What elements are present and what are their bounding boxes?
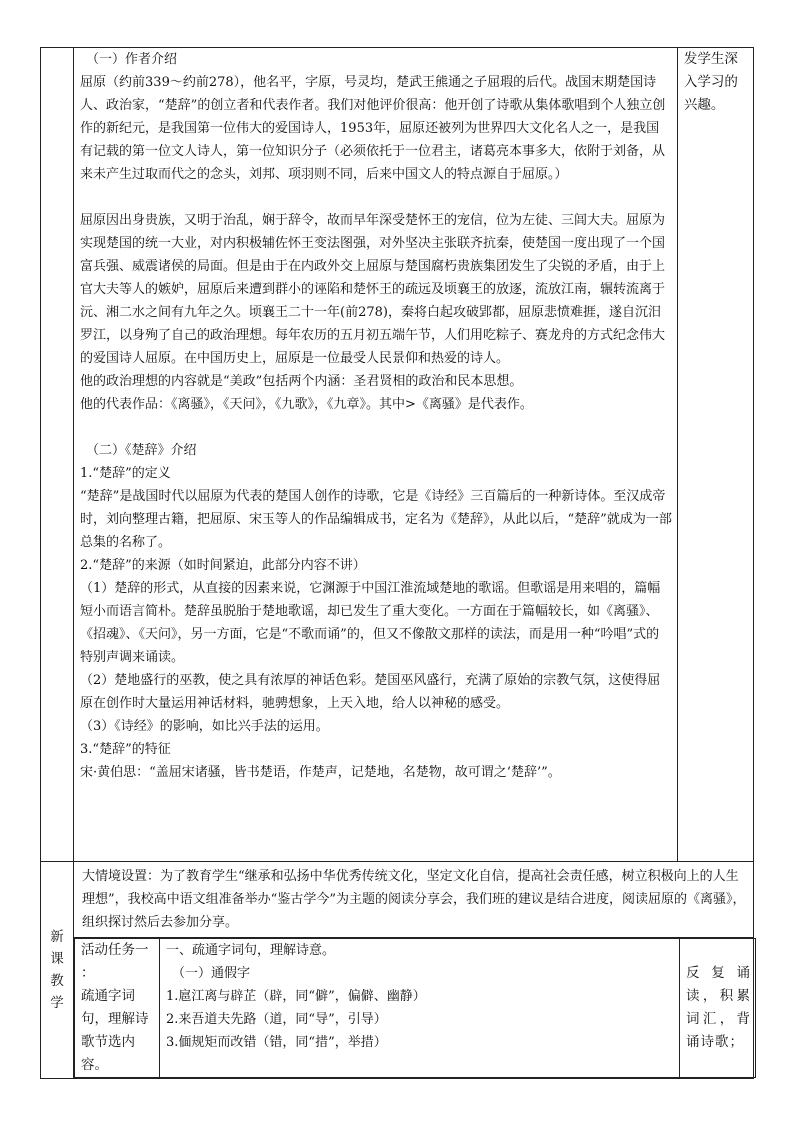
author-intro-para-4: 他的代表作品：《离骚》，《天问》，《九歌》，《九章》。其中>《离骚》是代表作。 [80,397,533,412]
author-intro-para-2: 屈原因出身贵族，又明于治乱，娴于辞令，故而早年深受楚怀王的宠信，位为左徒、三闾大夫。屈原为实现楚国的统一大业，对内积极辅佐怀王变法图强，对外坚决主张联齐抗秦，使楚国一度出现了一个国富兵强、威震诸侯的局面。但是由于在内政外交上屈原与楚国腐朽贵族集团发生了尖锐的矛盾，由于上官大夫等人的嫉妒，屈原后来遭到群小的诬陷和楚怀王的疏远及顷襄王的放逐，流放江南，辗转流离于沅、湘二水之间有九年之久。顷襄王二十一年(前278)，秦将白起攻破郢都，屈原悲愤难捱，遂自沉汨罗江，以身殉了自己的政治理想。每年农历的五月初五端午节，人们用吃粽子、赛龙舟的方式纪念伟大的爱国诗人屈原。在中国历史上，屈原是一位最受人民景仰和热爱的诗人。 [80,213,666,366]
intro-note-text: 发学生深入学习的兴趣。 [683,51,738,113]
new-lesson-content [74,862,754,1079]
chuci-src-title: 2.“楚辞”的来源（如时间紧迫，此部分内容不讲） [80,558,366,573]
new-lesson-label [41,862,74,1079]
chuci-src-2: （2）楚地盛行的巫教，使之具有浓厚的神话色彩。楚国巫风盛行，充满了原始的宗教气氛，这使得屈原在创作时大量运用神话材料，驰骋想象，上天入地，给人以神秘的感受。 [80,673,661,711]
task1-sub: （一）通假字 [172,966,251,981]
chuci-src-1: （1）楚辞的形式，从直接的因素来说，它渊源于中国江淮流域楚地的歌谣。但歌谣是用来唱的，篇幅短小而语言简朴。楚辞虽脱胎于楚地歌谣，却已发生了重大变化。一方面在于篇幅较长，如《离骚》、《招魂》、《天问》，另一方面，它是“不歌而诵”的，但又不像散文那样的读法，而是用一种“吟唱”式的特别声调来诵读。 [80,581,661,665]
chuci-def-text: “楚辞”是战国时代以屈原为代表的楚国人创作的诗歌，它是《诗经》三百篇后的一种新诗体。至汉成帝时，刘向整理古籍，把屈原、宋玉等人的作品编辑成书，定名为《楚辞》，从此以后，“楚辞”就成为一部总集的名称了。 [80,489,672,550]
task1-item-2: 2.来吾道夫先路（道，同“导”，引导） [166,1012,387,1027]
chuci-src-3: （3）《诗经》的影响，如比兴手法的运用。 [80,719,329,734]
task1-label-3: 疏通字词句，理解诗歌节选内容。 [81,988,149,1073]
task1-note: 反复诵读，积累词汇，背诵诗歌； [686,965,752,1050]
intro-row [41,48,754,862]
task1-content-cell [160,939,680,1078]
intro-note-cell [677,48,753,862]
task1-heading: 一、疏通字词句，理解诗意。 [166,943,336,958]
chuci-feat-text: 宋·黄伯思：“盖屈宋诸骚，皆书楚语，作楚声，记楚地，名楚物，故可谓之‘楚辞’”。 [80,765,561,780]
label-char-3: 教 [50,973,64,989]
task1-label-cell [75,939,160,1078]
task1-note-cell [680,939,756,1078]
blank-label-cell [41,48,74,862]
scenario-text: 大情境设置：为了教育学生“继承和弘扬中华优秀传统文化，坚定文化自信，提高社会责任感，树立积极向上的人生理想”，我校高中语文组准备举办“鉴古学今”为主题的阅读分享会，我们班的建议是结合进度，阅读屈原的《离骚》，组织探讨然后去参加分享。 [74,862,753,938]
chuci-feat-title: 3.“楚辞”的特征 [80,742,171,757]
author-intro-para-3: 他的政治理想的内容就是“美政”包括两个内涵：圣君贤相的政治和民本思想。 [80,374,523,389]
intro-content-cell [74,48,678,862]
chuci-intro-heading: （二）《楚辞》介绍 [86,443,197,458]
chuci-def-title: 1.“楚辞”的定义 [80,466,171,481]
lesson-plan-table [40,47,754,1079]
task-table [74,938,756,1078]
task1-label-2: ： [81,965,95,981]
task1-item-1: 1.扈江离与辟芷（辟，同“僻”，偏僻、幽静） [166,989,426,1004]
author-intro-para-1: 屈原（约前339～约前278），他名平，字原，号灵均，楚武王熊通之子屈瑕的后代。战国末期楚国诗人、政治家，“楚辞”的创立者和代表作者。我们对他评价很高：他开创了诗歌从集体歌唱到个人独立创作的新纪元，是我国第一位伟大的爱国诗人，1953年，屈原还被列为世界四大文化名人之一，是我国有记载的第一位文人诗人，第一位知识分子（必须依托于一位君主，诸葛亮本事多大，依附于刘备，从来未产生过取而代之的念头，刘邦、项羽则不同，后来中国文人的特点源自于屈原。） [80,75,666,182]
task1-label-1: 活动任务一 [81,942,149,958]
label-char-1: 新 [50,929,64,945]
new-lesson-row [41,862,754,1079]
label-char-4: 学 [50,995,64,1011]
author-intro-heading: （一）作者介绍 [86,52,178,67]
task1-item-3: 3.偭规矩而改错（错，同“措”，举措） [166,1035,387,1050]
label-char-2: 课 [50,951,64,967]
